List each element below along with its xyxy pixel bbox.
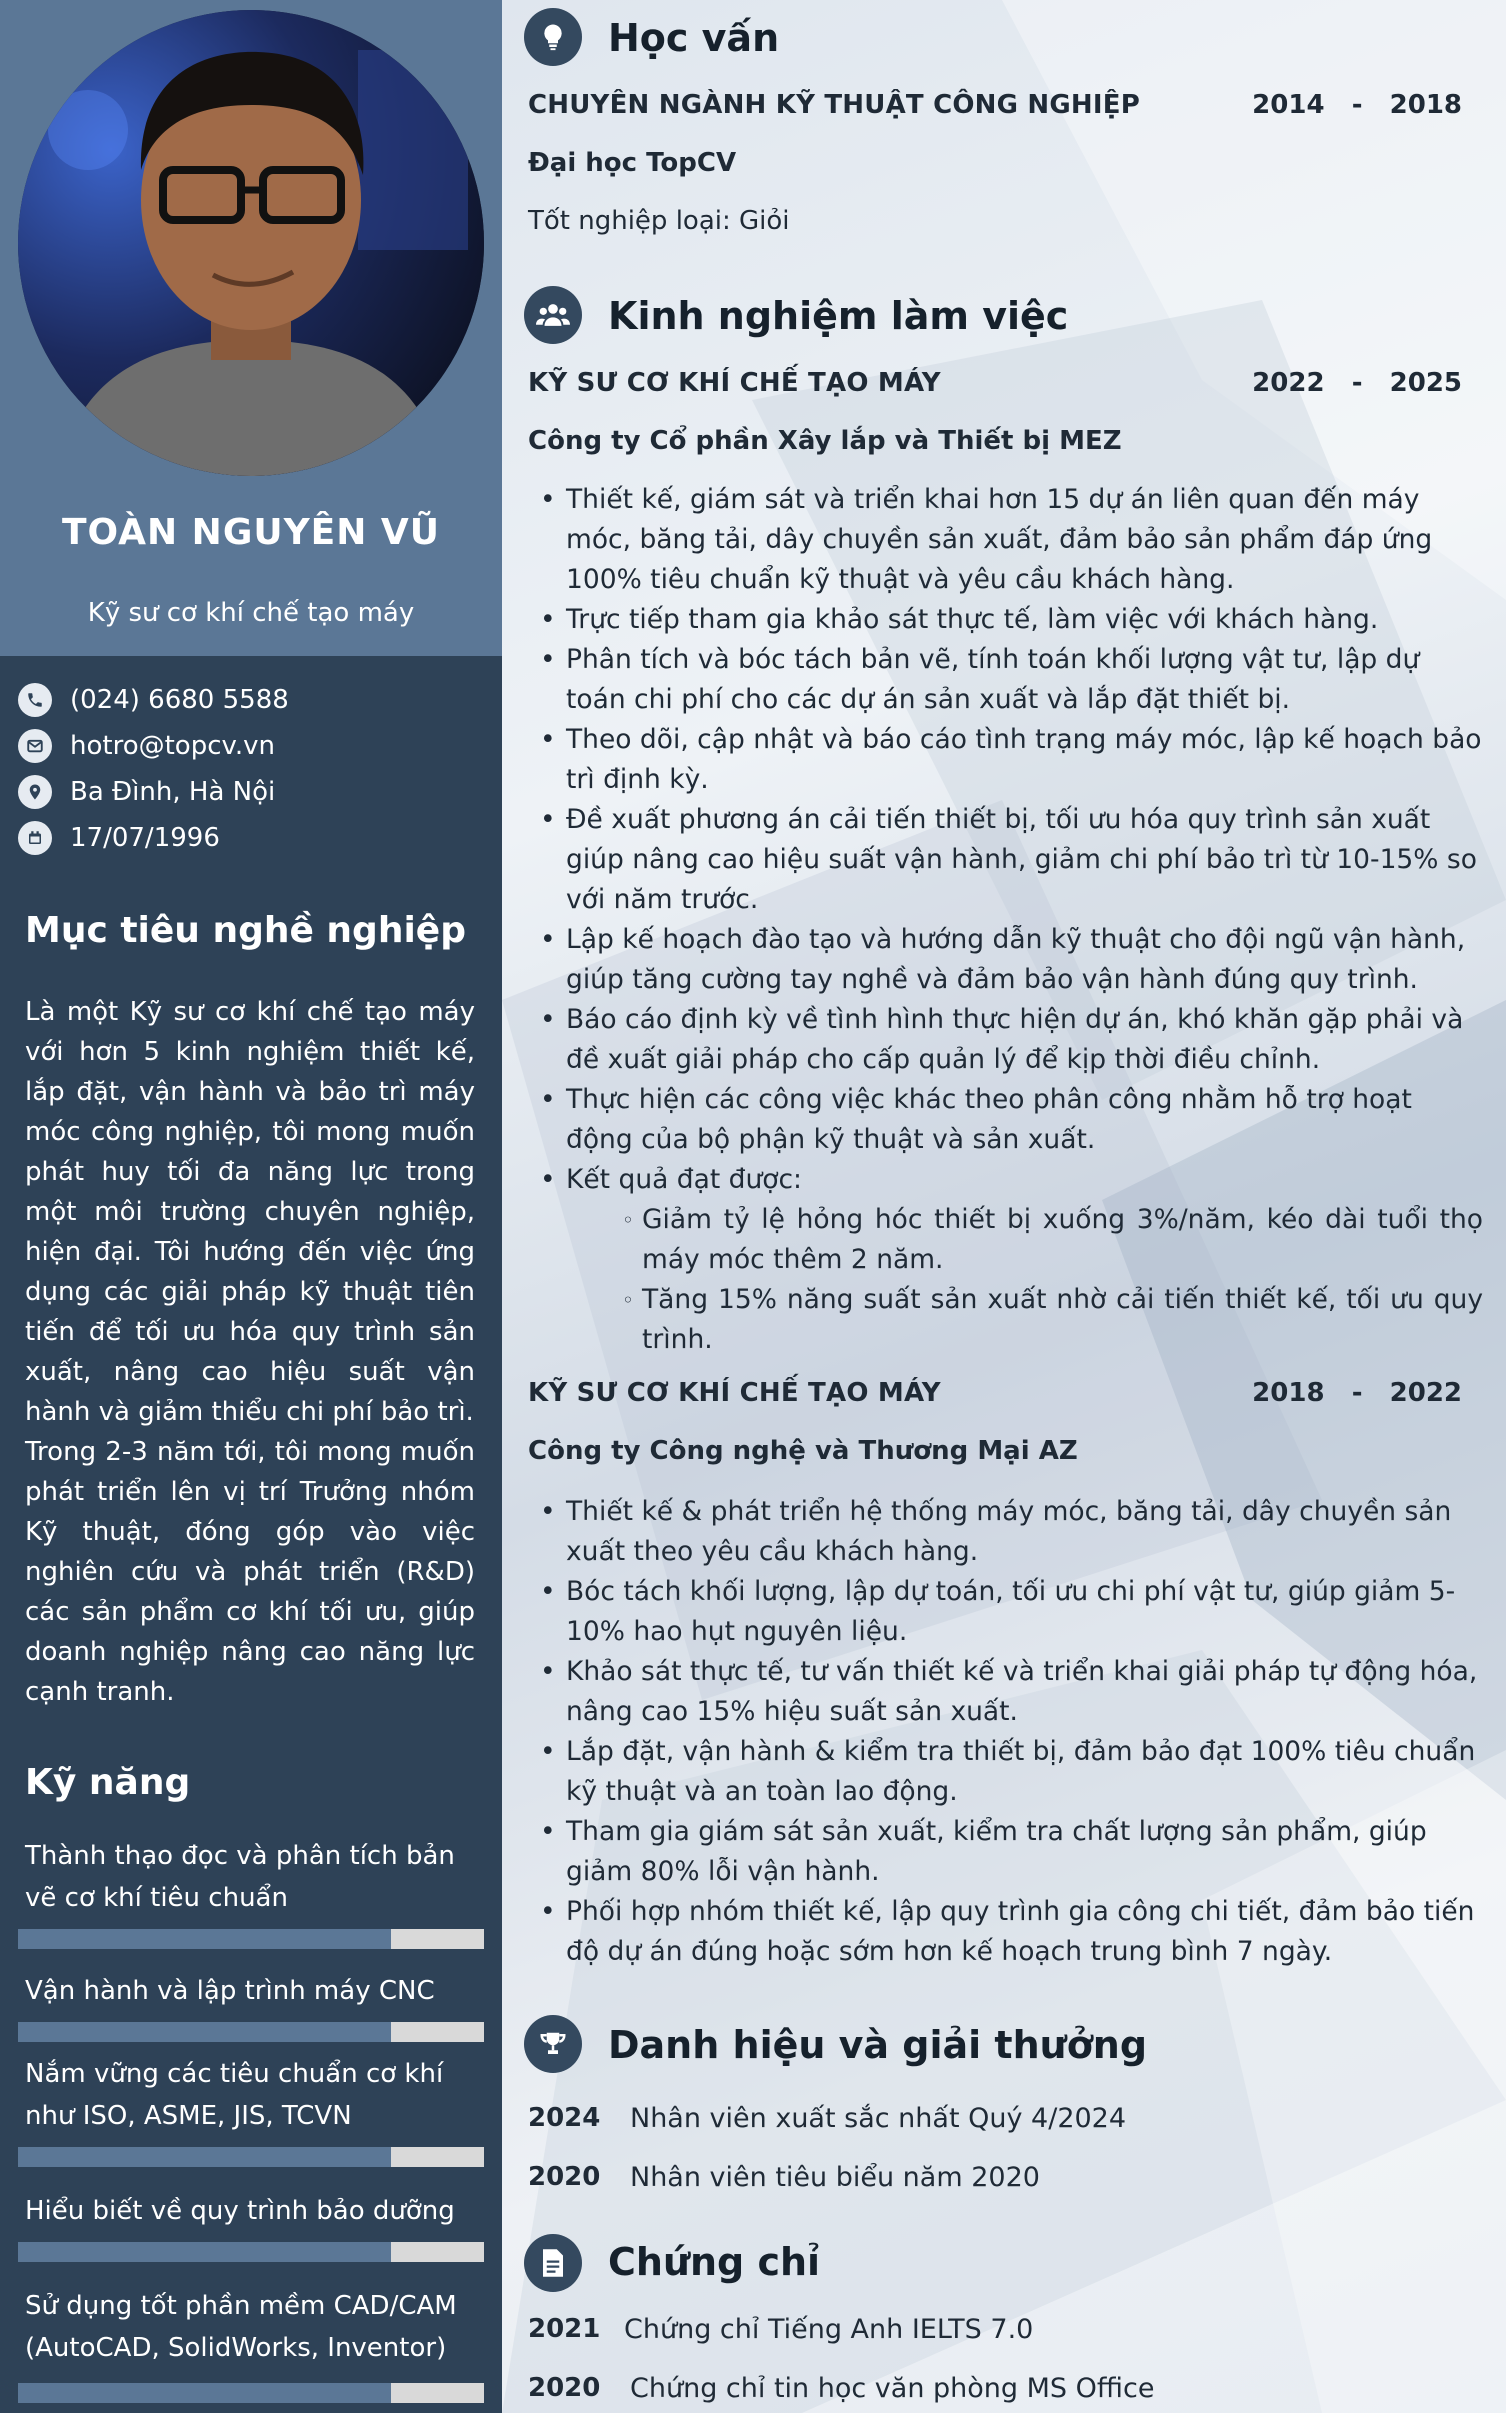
award-text: Nhân viên tiêu biểu năm 2020 bbox=[630, 2162, 1040, 2193]
objective-text bbox=[25, 992, 475, 1712]
award-year: 2020 bbox=[528, 2162, 601, 2192]
contact-phone bbox=[18, 680, 289, 720]
list-item: • Thiết kế, giám sát và triển khai hơn 15 dự án liên quan đến máy móc, băng tải, dây chuyền sản xuất, đảm bảo sản phẩm đáp ứng 100% tiêu chuẩn kỹ thuật và yêu cầu khách hàng. bbox=[528, 480, 1483, 600]
skill-label: Thành thạo đọc và phân tích bản vẽ cơ khí tiêu chuẩn bbox=[25, 1841, 455, 1913]
skill-bar bbox=[18, 2022, 484, 2042]
objective-paragraph: Là một Kỹ sư cơ khí chế tạo máy với hơn 5 kinh nghiệm thiết kế, lắp đặt, vận hành và bảo trì máy móc công nghiệp, tôi mong muốn phát huy tối đa năng lực trong một môi trường chuyên nghiệp, hiện đại. Tôi hướng đến việc ứng dụng các giải pháp kỹ thuật tiên tiến để tối ưu hóa quy trình sản xuất, nâng cao hiệu suất vận hành và giảm thiểu chi phí bảo trì. bbox=[25, 997, 475, 1427]
skill-bar bbox=[18, 1929, 484, 1949]
award-text: Nhân viên xuất sắc nhất Quý 4/2024 bbox=[630, 2103, 1127, 2134]
education-title: Học vấn bbox=[608, 16, 780, 60]
list-item: • Phân tích và bóc tách bản vẽ, tính toán khối lượng vật tư, lập dự toán chi phí cho các dự án sản xuất và lắp đặt thiết bị. bbox=[528, 640, 1483, 720]
skill-label: Sử dụng tốt phần mềm CAD/CAM (AutoCAD, SolidWorks, Inventor) bbox=[25, 2291, 457, 2363]
birthday-text: 17/07/1996 bbox=[70, 823, 220, 853]
list-item bbox=[528, 1160, 1483, 1360]
candidate-role: Kỹ sư cơ khí chế tạo máy bbox=[87, 598, 415, 628]
skill-bar-fill bbox=[18, 2022, 391, 2042]
objective-title: Mục tiêu nghề nghiệp bbox=[25, 910, 466, 951]
list-item: ◦ Tăng 15% năng suất sản xuất nhờ cải tiến thiết kế, tối ưu quy trình. bbox=[622, 1280, 1483, 1360]
list-item: • Khảo sát thực tế, tư vấn thiết kế và triển khai giải pháp tự động hóa, nâng cao 15% hiệu suất sản xuất. bbox=[528, 1652, 1483, 1732]
list-item: ◦ Giảm tỷ lệ hỏng hóc thiết bị xuống 3%/năm, kéo dài tuổi thọ máy móc thêm 2 năm. bbox=[622, 1200, 1483, 1280]
list-item: • Lắp đặt, vận hành & kiểm tra thiết bị, đảm bảo đạt 100% tiêu chuẩn kỹ thuật và an toàn lao động. bbox=[528, 1732, 1483, 1812]
skill-label: Nắm vững các tiêu chuẩn cơ khí như ISO, ASME, JIS, TCVN bbox=[25, 2059, 444, 2131]
contact-birthday bbox=[18, 818, 220, 858]
avatar-photo bbox=[18, 10, 484, 476]
skill-bar bbox=[18, 2383, 484, 2403]
main-content bbox=[502, 0, 1506, 2413]
awards-title: Danh hiệu và giải thưởng bbox=[608, 2023, 1148, 2067]
skill-label: Hiểu biết về quy trình bảo dưỡng bbox=[25, 2196, 455, 2226]
skill-bar-fill bbox=[18, 2242, 391, 2262]
trophy-icon bbox=[524, 2015, 582, 2073]
job-position: KỸ SƯ CƠ KHÍ CHẾ TẠO MÁY bbox=[528, 1378, 941, 1408]
contact-email bbox=[18, 726, 275, 766]
job-dates: 2018 - 2022 bbox=[1252, 1378, 1462, 1408]
list-item: • Đề xuất phương án cải tiến thiết bị, tối ưu hóa quy trình sản xuất giúp nâng cao hiệu suất vận hành, giảm chi phí bảo trì từ 10-15% so với năm trước. bbox=[528, 800, 1483, 920]
list-item: • Bóc tách khối lượng, lập dự toán, tối ưu chi phí vật tư, giúp giảm 5-10% hao hụt nguyên liệu. bbox=[528, 1572, 1483, 1652]
document-icon bbox=[524, 2234, 582, 2292]
address-text: Ba Đình, Hà Nội bbox=[70, 777, 276, 807]
skill-bar-fill bbox=[18, 1929, 391, 1949]
education-note: Tốt nghiệp loại: Giỏi bbox=[528, 206, 790, 236]
lightbulb-icon bbox=[524, 8, 582, 66]
certificate-year: 2020 bbox=[528, 2373, 601, 2403]
job-duties bbox=[528, 1492, 1483, 1972]
list-item: • Thực hiện các công việc khác theo phân công nhằm hỗ trợ hoạt động của bộ phận kỹ thuật và sản xuất. bbox=[528, 1080, 1483, 1160]
phone-text: (024) 6680 5588 bbox=[70, 685, 289, 715]
skill-bar bbox=[18, 2242, 484, 2262]
results-label: Kết quả đạt được: bbox=[566, 1164, 802, 1195]
skill-label: Vận hành và lập trình máy CNC bbox=[25, 1976, 435, 2006]
list-item: • Phối hợp nhóm thiết kế, lập quy trình gia công chi tiết, đảm bảo tiến độ dự án đúng hoặc sớm hơn kế hoạch trung bình 7 ngày. bbox=[528, 1892, 1483, 1972]
calendar-icon bbox=[18, 821, 52, 855]
list-item: • Tham gia giám sát sản xuất, kiểm tra chất lượng sản phẩm, giúp giảm 80% lỗi vận hành. bbox=[528, 1812, 1483, 1892]
job-company: Công ty Công nghệ và Thương Mại AZ bbox=[528, 1436, 1078, 1466]
sidebar bbox=[0, 0, 502, 2413]
job-dates: 2022 - 2025 bbox=[1252, 368, 1462, 398]
job-duties bbox=[528, 480, 1483, 1360]
list-item: • Theo dõi, cập nhật và báo cáo tình trạng máy móc, lập kế hoạch bảo trì định kỳ. bbox=[528, 720, 1483, 800]
job-position: KỸ SƯ CƠ KHÍ CHẾ TẠO MÁY bbox=[528, 368, 941, 398]
results-list bbox=[622, 1200, 1483, 1360]
avatar bbox=[18, 10, 484, 476]
certificate-year: 2021 bbox=[528, 2314, 601, 2344]
certificate-text: Chứng chỉ tin học văn phòng MS Office bbox=[630, 2373, 1155, 2404]
experience-title: Kinh nghiệm làm việc bbox=[608, 294, 1069, 338]
list-item: • Báo cáo định kỳ về tình hình thực hiện dự án, khó khăn gặp phải và đề xuất giải pháp cho cấp quản lý để kịp thời điều chỉnh. bbox=[528, 1000, 1483, 1080]
candidate-name: TOÀN NGUYÊN VŨ bbox=[61, 512, 441, 553]
list-item: • Trực tiếp tham gia khảo sát thực tế, làm việc với khách hàng. bbox=[528, 600, 1483, 640]
objective-paragraph: Trong 2-3 năm tới, tôi mong muốn phát triển lên vị trí Trưởng nhóm Kỹ thuật, đóng góp vào việc nghiên cứu và phát triển (R&D) các sản phẩm cơ khí tối ưu, giúp doanh nghiệp nâng cao năng lực cạnh tranh. bbox=[25, 1437, 475, 1707]
education-school: Đại học TopCV bbox=[528, 148, 737, 178]
contact-address bbox=[18, 772, 275, 812]
profile-header bbox=[0, 0, 502, 656]
skill-bar-fill bbox=[18, 2383, 391, 2403]
skills-title: Kỹ năng bbox=[25, 1762, 191, 1803]
certificates-title: Chứng chỉ bbox=[608, 2240, 821, 2284]
skill-bar bbox=[18, 2147, 484, 2167]
list-item: • Lập kế hoạch đào tạo và hướng dẫn kỹ thuật cho đội ngũ vận hành, giúp tăng cường tay nghề và đảm bảo vận hành đúng quy trình. bbox=[528, 920, 1483, 1000]
job-company: Công ty Cổ phần Xây lắp và Thiết bị MEZ bbox=[528, 426, 1122, 456]
mail-icon bbox=[18, 729, 52, 763]
skill-bar-fill bbox=[18, 2147, 391, 2167]
location-pin-icon bbox=[18, 775, 52, 809]
education-major: CHUYÊN NGÀNH KỸ THUẬT CÔNG NGHIỆP bbox=[528, 90, 1140, 120]
phone-icon bbox=[18, 683, 52, 717]
education-dates: 2014 - 2018 bbox=[1252, 90, 1462, 120]
people-icon bbox=[524, 286, 582, 344]
list-item: • Thiết kế & phát triển hệ thống máy móc, băng tải, dây chuyền sản xuất theo yêu cầu khách hàng. bbox=[528, 1492, 1483, 1572]
award-year: 2024 bbox=[528, 2103, 601, 2133]
email-text: hotro@topcv.vn bbox=[70, 731, 276, 761]
certificate-text: Chứng chỉ Tiếng Anh IELTS 7.0 bbox=[624, 2314, 1034, 2345]
